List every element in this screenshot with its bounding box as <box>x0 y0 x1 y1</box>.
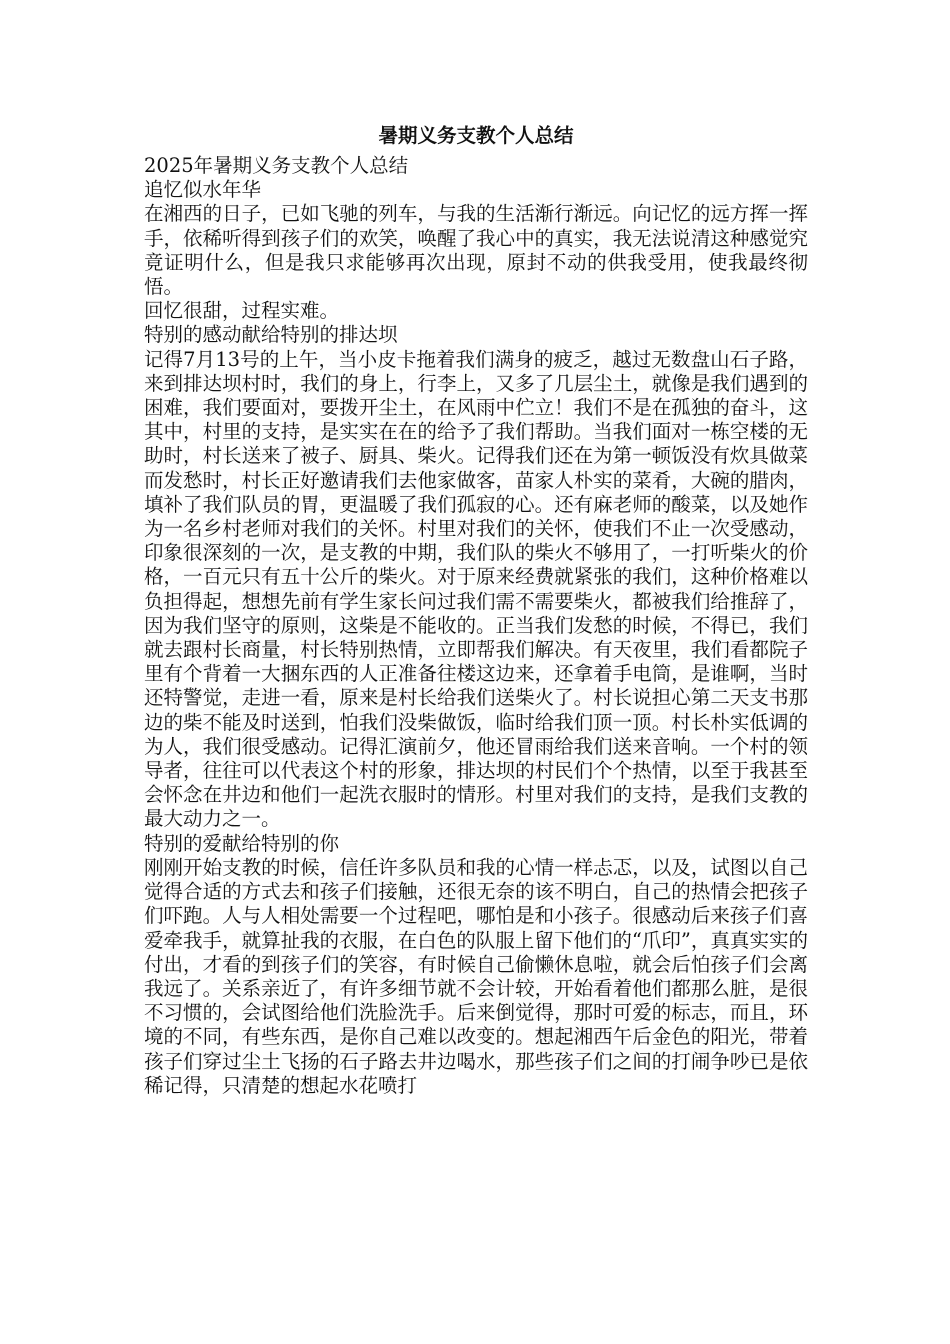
paragraph-intro: 在湘西的日子，已如飞驰的列车，与我的生活渐行渐远。向记忆的远方挥一挥手，依稀听得到孩子们的欢笑，唤醒了我心中的真实，我无法说清这种感觉究竟证明什么，但是我只求能够再次出现，原封不动的供我受用，使我最终彻悟。 <box>144 202 808 299</box>
section-heading-memories: 追忆似水年华 <box>144 178 262 202</box>
document-subtitle: 2025年暑期义务支教个人总结 <box>144 154 409 177</box>
paragraph-sweet-memories: 回忆很甜，过程实难。 <box>144 299 340 323</box>
section-heading-paidaba: 特别的感动献给特别的排达坝 <box>144 323 398 347</box>
document-title: 暑期义务支教个人总结 <box>378 124 574 147</box>
document-page <box>144 118 808 1098</box>
paragraph-children: 刚刚开始支教的时候，信任许多队员和我的心情一样忐忑，以及，试图以自己觉得合适的方式去和孩子们接触，还很无奈的该不明白，自己的热情会把孩子们吓跑。人与人相处需要一个过程吧，哪怕是和小孩子。很感动后来孩子们喜爱牵我手，就算扯我的衣服，在白色的队服上留下他们的“爪印”，真真实实的付出，才看的到孩子们的笑容，有时候自己偷懒休息啦，就会后怕孩子们会离我远了。关系亲近了，有许多细节就不会计较，开始看着他们都那么脏，是很不习惯的，会试图给他们洗脸洗手。后来倒觉得，那时可爱的标志，而且，环境的不同，有些东西，是你自己难以改变的。想起湘西午后金色的阳光，带着孩子们穿过尘土飞扬的石子路去井边喝水，那些孩子们之间的打闹争吵已是依稀记得，只清楚的想起水花喷打 <box>144 855 808 1097</box>
paragraph-village-support: 记得7月13号的上午，当小皮卡拖着我们满身的疲乏，越过无数盘山石子路，来到排达坝村时，我们的身上，行李上，又多了几层尘土，就像是我们遇到的困难，我们要面对，要拨开尘土，在风雨中伫立！我们不是在孤独的奋斗，这其中，村里的支持，是实实在在的给予了我们帮助。当我们面对一栋空楼的无助时，村长送来了被子、厨具、柴火。记得我们还在为第一顿饭没有炊具做菜而发愁时，村长正好邀请我们去他家做客，苗家人朴实的菜肴，大碗的腊肉，填补了我们队员的胃，更温暖了我们孤寂的心。还有麻老师的酸菜，以及她作为一名乡村老师对我们的关怀。村里对我们的关怀，使我们不止一次受感动，印象很深刻的一次，是支教的中期，我们队的柴火不够用了，一打听柴火的价格，一百元只有五十公斤的柴火。对于原来经费就紧张的我们，这种价格难以负担得起，想想先前有学生家长问过我们需不需要柴火，都被我们给推辞了，因为我们坚守的原则，这柴是不能收的。正当我们发愁的时候，不得已，我们就去跟村长商量，村长特别热情，立即帮我们解决。有天夜里，我们看都院子里有个背着一大捆东西的人正准备往楼这边来，还拿着手电筒，是谁啊，当时还特警觉，走进一看，原来是村长给我们送柴火了。村长说担心第二天支书那边的柴不能及时送到，怕我们没柴做饭，临时给我们顶一顶。村长朴实低调的为人，我们很受感动。记得汇演前夕，他还冒雨给我们送来音响。一个村的领导者，往往可以代表这个村的形象，排达坝的村民们个个热情，以至于我甚至会怀念在井边和他们一起洗衣服时的情形。村里对我们的支持，是我们支教的最大动力之一。 <box>144 347 808 831</box>
section-heading-love: 特别的爱献给特别的你 <box>144 831 340 855</box>
